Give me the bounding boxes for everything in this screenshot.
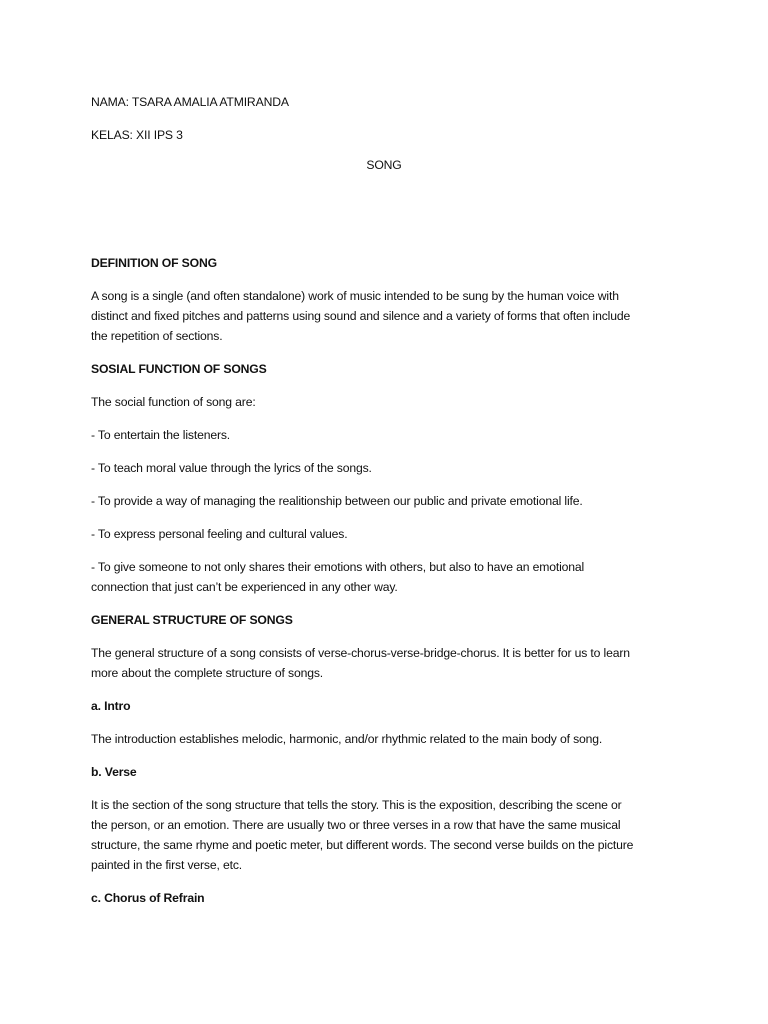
student-class: KELAS: XII IPS 3 — [91, 128, 183, 142]
social-function-item: - To give someone to not only shares their emotions with others, but also to have an emotional — [91, 560, 585, 574]
social-function-intro: The social function of song are: — [91, 395, 256, 409]
definition-line-2: distinct and fixed pitches and patterns using sound and silence and a variety of forms that often include — [91, 309, 631, 323]
verse-section-line-2: the person, or an emotion. There are usually two or three verses in a row that have the same musical — [91, 818, 621, 832]
structure-intro-line-2: more about the complete structure of songs. — [91, 666, 324, 680]
document-title: SONG — [366, 158, 402, 172]
social-function-item-continued: connection that just can’t be experienced in any other way. — [91, 580, 398, 594]
social-function-item: - To teach moral value through the lyrics of the songs. — [91, 461, 372, 475]
verse-section-line-3: structure, the same rhyme and poetic meter, but different words. The second verse builds on the picture — [91, 838, 634, 852]
verse-section-heading: b. Verse — [91, 765, 137, 779]
social-function-item: - To provide a way of managing the realitionship between our public and private emotional life. — [91, 494, 583, 508]
intro-section-text: The introduction establishes melodic, harmonic, and/or rhythmic related to the main body of song. — [91, 732, 603, 746]
verse-section-line-1: It is the section of the song structure that tells the story. This is the exposition, describing the scene or — [91, 798, 622, 812]
social-function-heading: SOSIAL FUNCTION OF SONGS — [91, 362, 267, 376]
definition-line-3: the repetition of sections. — [91, 329, 223, 343]
social-function-item: - To express personal feeling and cultural values. — [91, 527, 348, 541]
intro-section-heading: a. Intro — [91, 699, 131, 713]
definition-line-1: A song is a single (and often standalone) work of music intended to be sung by the human voice with — [91, 289, 619, 303]
social-function-item: - To entertain the listeners. — [91, 428, 231, 442]
structure-intro-line-1: The general structure of a song consists of verse-chorus-verse-bridge-chorus. It is better for us to learn — [91, 646, 630, 660]
chorus-section-heading: c. Chorus of Refrain — [91, 891, 205, 905]
verse-section-line-4: painted in the first verse, etc. — [91, 858, 243, 872]
definition-heading: DEFINITION OF SONG — [91, 256, 217, 270]
structure-heading: GENERAL STRUCTURE OF SONGS — [91, 613, 293, 627]
student-name: NAMA: TSARA AMALIA ATMIRANDA — [91, 95, 289, 109]
